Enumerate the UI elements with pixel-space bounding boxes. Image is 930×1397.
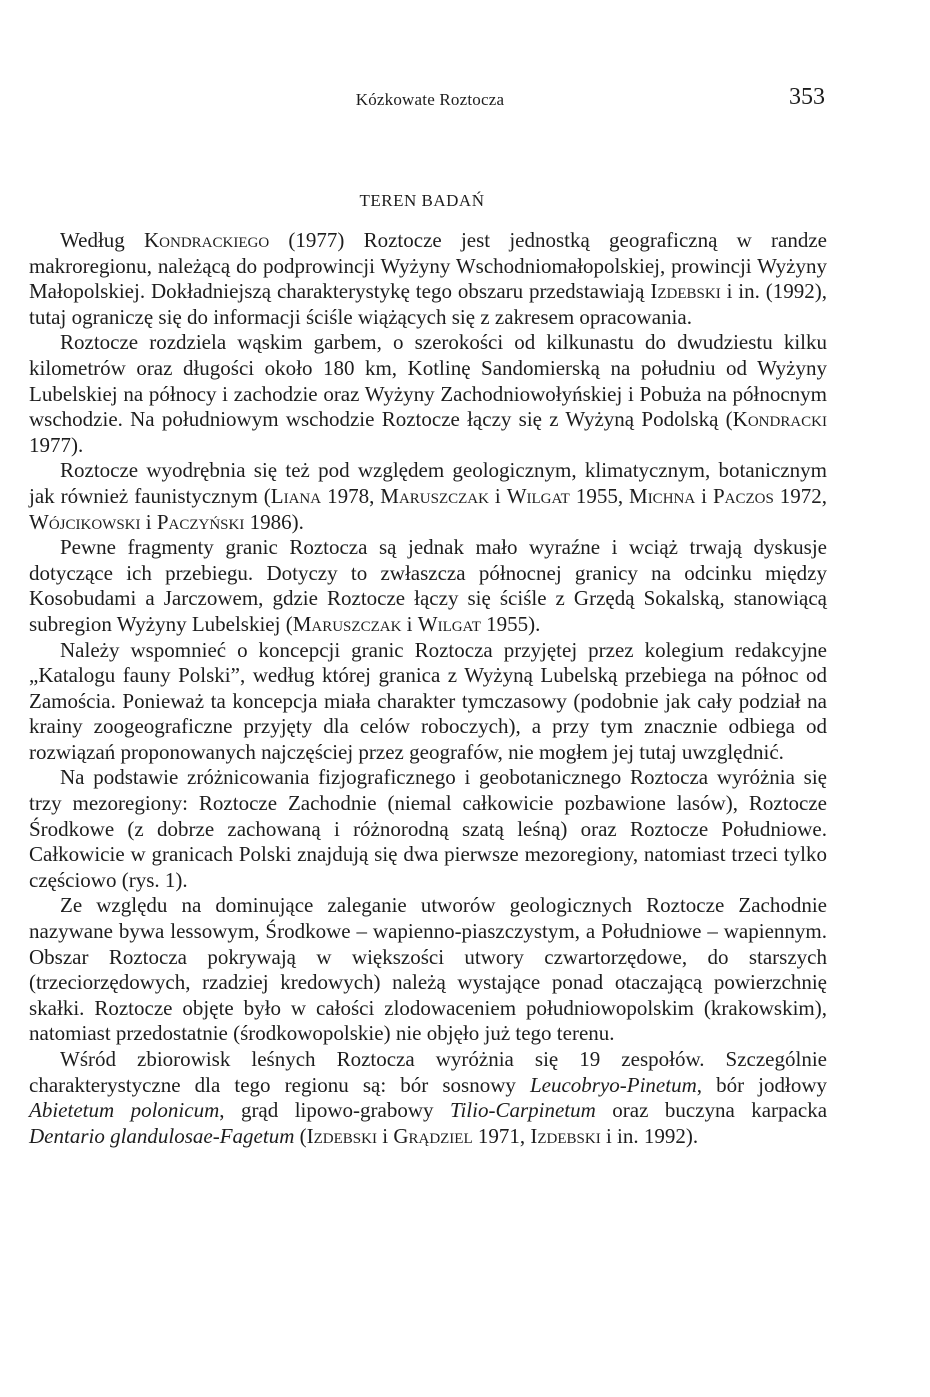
author-name: Michna — [629, 483, 696, 508]
text-run: Pewne fragmenty granic Roztocza są jednak mało wyraźne i wciąż trwają dyskusje dotyczące ich przebiegu. Dotyczy to zwłaszcza północnej granicy na odcinku między Kosobudami a Jarczowem, gdzie Roztocze łączy się ściśle z Grzędą Sokalską, stanowiącą subregion Wyżyny Lubelskiej ( — [29, 535, 827, 636]
text-run: 1955, — [569, 483, 630, 508]
author-name: Izdebski — [530, 1123, 601, 1148]
paragraph — [29, 535, 827, 637]
running-title: Kózkowate Roztocza — [355, 90, 505, 109]
author-name: Liana — [270, 483, 322, 508]
paragraph — [29, 893, 827, 1047]
paragraph — [29, 458, 827, 535]
author-name: Paczyński — [156, 509, 245, 534]
section-heading: TEREN BADAŃ — [359, 191, 485, 210]
text-run: i — [376, 1123, 394, 1148]
body-text — [29, 228, 827, 1149]
text-run: i in. (1992), tutaj ograniczę się do informacji ściśle wiążących się z zakresem opracowania. — [29, 279, 828, 329]
text-run: i — [488, 483, 507, 508]
taxon-name: Leucobryo-Pinetum — [529, 1072, 697, 1097]
text-run: (1977) Roztocze jest jednostką geograficzną w randze makroregionu, należącą do podprowincji Wyżyny Wschodniomałopolskiej, prowincji Wyżyny Małopolskiej. Dokładniejszą charakterystykę tego obszaru przedstawiają — [29, 228, 827, 304]
paragraph — [29, 765, 827, 893]
text-run: Na podstawie zróżnicowania fizjograficznego i geobotanicznego Roztocza wyróżnia się trzy mezoregiony: Roztocze Zachodnie (niemal całkowicie pozbawione lasów), Roztocze Środkowe (z dobrze zachowaną i różnorodną szatą leśną) oraz Roztocze Południowe. Całkowicie w granicach Polski znajdują się dwa pierwsze mezoregiony, natomiast trzeci tylko częściowo (rys. 1). — [29, 765, 827, 892]
text-run: Należy wspomnieć o koncepcji granic Roztocza przyjętej przez kolegium redakcyjne „Katalogu fauny Polski”, według której granica z Wyżyną Lubelską przebiega na północ od Zamościa. Ponieważ ta koncepcja miała charakter tymczasowy (podobnie jak cały podział na krainy zoogeograficzne przyjęty dla celów roboczych), a przy tym znacznie odbiega od rozwiązań proponowanych najczęściej przez geografów, nie mogłem jej tutaj uwzględnić. — [29, 637, 827, 764]
text-run: i — [140, 509, 157, 534]
author-name: Paczos — [712, 483, 774, 508]
author-name: Kondracki — [732, 407, 827, 432]
text-run: 1977). — [29, 432, 84, 457]
author-name: Izdebski — [306, 1123, 377, 1148]
text-run: Ze względu na dominujące zaleganie utworów geologicznych Roztocze Zachodnie nazywane bywa lessowym, Środkowe – wapienno-piaszczystym, a Południowe – wapiennym. Obszar Roztocza pokrywają w większości utwory czwartorzędowe, do starszych (trzeciorzędowych, rzadziej kredowych) należą wystające ponad otaczającą powierzchnię skałki. Roztocze objęte było w całości zlodowaceniem południowopolskim (krakowskim), natomiast przedostatnie (środkowopolskie) nie objęło już tego terenu. — [29, 893, 827, 1046]
paragraph — [29, 228, 827, 330]
taxon-name: Dentario glandulosae-Fagetum — [29, 1123, 295, 1148]
text-run: 1978, — [321, 483, 381, 508]
author-name: Kondrackiego — [144, 228, 270, 252]
author-name: Maruszczak — [292, 611, 402, 636]
paragraph — [29, 1047, 827, 1149]
text-run: 1971, — [472, 1123, 531, 1148]
text-run: , bór jodłowy — [696, 1072, 827, 1097]
taxon-name: Abietetum polonicum — [29, 1098, 220, 1123]
text-run: 1986). — [244, 509, 304, 534]
text-run: 1955). — [480, 611, 541, 636]
text-run: , grąd lipowo-grabowy — [219, 1098, 450, 1123]
author-name: Grądziel — [393, 1123, 473, 1148]
text-run: Według — [60, 228, 145, 252]
text-run: Roztocze rozdziela wąskim garbem, o szerokości od kilkunastu do dwudziestu kilku kilometrów oraz długości około 180 km, Kotlinę Sandomierską na południu od Wyżyny Lubelskiej na północy i zachodzie oraz Wyżyny Zachodniowołyńskiej i Pobuża na północnym wschodzie. Na południowym wschodzie Roztocze łączy się z Wyżyną Podolską ( — [29, 330, 827, 432]
text-run: i in. 1992). — [600, 1123, 699, 1148]
text-run: i — [401, 611, 418, 636]
paragraph — [29, 638, 827, 766]
author-name: Wilgat — [506, 483, 570, 508]
paragraph — [29, 330, 827, 458]
text-run: oraz buczyna karpacka — [595, 1098, 828, 1123]
author-name: Maruszczak — [380, 483, 489, 508]
text-run: Roztocze wyodrębnia się też pod względem geologicznym, klimatycznym, botanicznym jak również faunistycznym ( — [29, 458, 827, 508]
author-name: Izdebski — [650, 279, 721, 304]
running-header — [0, 84, 930, 114]
text-run: Wśród zbiorowisk leśnych Roztocza wyróżnia się 19 zespołów. Szczególnie charakterystyczne dla tego regionu są: bór sosnowy — [29, 1047, 827, 1097]
text-run: ( — [294, 1123, 307, 1148]
page-number: 353 — [789, 84, 825, 110]
author-name: Wójcikowski — [29, 509, 141, 534]
text-run: i — [695, 483, 713, 508]
taxon-name: Tilio-Carpinetum — [449, 1098, 596, 1123]
text-run: 1972, — [773, 483, 827, 508]
author-name: Wilgat — [417, 611, 481, 636]
